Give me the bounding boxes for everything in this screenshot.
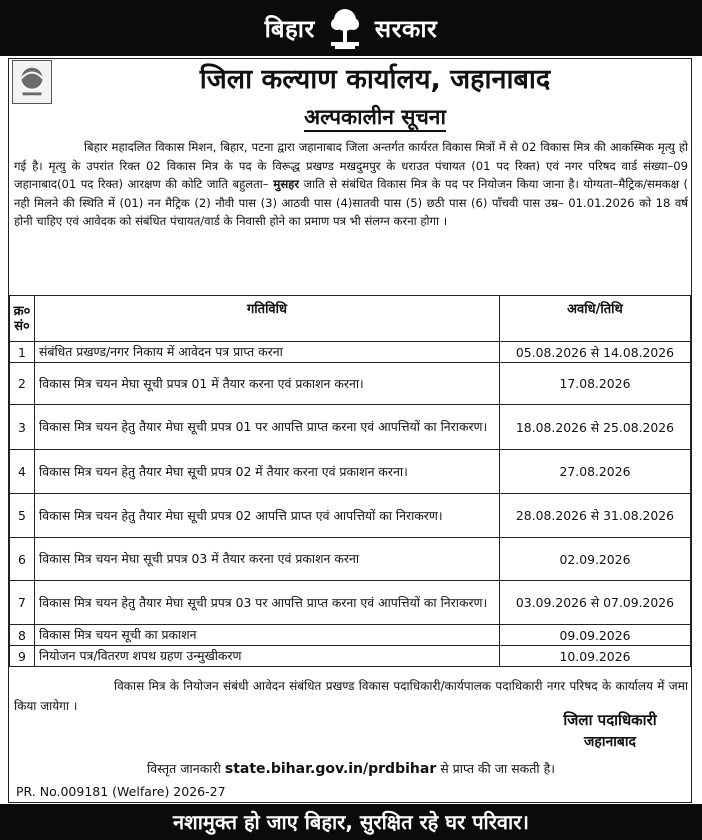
- slogan-bar: [0, 804, 702, 840]
- header-right-word: सरकार: [374, 14, 438, 43]
- table-row: [10, 625, 691, 646]
- signatory-designation: जिला पदाधिकारी: [563, 711, 657, 729]
- col-header-date: अवधि/तिथि: [500, 296, 691, 342]
- row-activity: विकास मित्र चयन हेतु तैयार मेघा सूची प्रपत्र 02 में तैयार करना एवं प्रकाशन करना।: [35, 450, 500, 494]
- row-activity: विकास मित्र चयन हेतु तैयार मेघा सूची प्रपत्र 03 पर आपत्ति प्राप्त करना एवं आपत्तियों का निराकरण।: [35, 581, 500, 625]
- signatory-place: जहानाबाद: [584, 734, 636, 750]
- col-header-serial: क्र० सं०: [10, 296, 35, 342]
- row-activity: नियोजन पत्र/वितरण शपथ ग्रहण उन्मुखीकरण: [35, 646, 500, 667]
- table-row: [10, 581, 691, 625]
- row-date: 27.08.2026: [500, 450, 691, 494]
- more-info-line: [0, 760, 702, 777]
- row-serial: 2: [10, 363, 35, 405]
- table-row: [10, 405, 691, 450]
- row-serial: 4: [10, 450, 35, 494]
- row-date: 09.09.2026: [500, 625, 691, 646]
- row-date: 02.09.2026: [500, 538, 691, 581]
- row-date: 10.09.2026: [500, 646, 691, 667]
- col-header-activity: गतिविधि: [35, 296, 500, 342]
- table-row: [10, 538, 691, 581]
- office-title: जिला कल्याण कार्यालय, जहानाबाद: [199, 64, 551, 95]
- row-date: 18.08.2026 से 25.08.2026: [500, 405, 691, 450]
- row-date: 17.08.2026: [500, 363, 691, 405]
- row-activity: विकास मित्र चयन मेघा सूची प्रपत्र 01 में तैयार करना एवं प्रकाशन करना।: [35, 363, 500, 405]
- table-row: [10, 450, 691, 494]
- row-activity: संबंधित प्रखण्ड/नगर निकाय में आवेदन पत्र प्राप्त करना: [35, 342, 500, 363]
- header-left-word: बिहार: [264, 14, 315, 43]
- table-header-row: [10, 296, 691, 342]
- intro-caste-name: मुसहर: [268, 177, 300, 192]
- intro-paragraph: [14, 138, 688, 231]
- row-date: 03.09.2026 से 07.09.2026: [500, 581, 691, 625]
- row-serial: 5: [10, 494, 35, 538]
- row-activity: विकास मित्र चयन हेतु तैयार मेघा सूची प्रपत्र 01 पर आपत्ति प्राप्त करना एवं आपत्तियों का निराकरण।: [35, 405, 500, 450]
- info-prefix: विस्तृत जानकारी: [146, 761, 225, 776]
- row-serial: 7: [10, 581, 35, 625]
- row-serial: 9: [10, 646, 35, 667]
- slogan-text: नशामुक्त हो जाए बिहार, सुरक्षित रहे घर परिवार।: [173, 810, 529, 834]
- row-serial: 1: [10, 342, 35, 363]
- row-activity: विकास मित्र चयन मेघा सूची प्रपत्र 03 में तैयार करना एवं प्रकाशन करना: [35, 538, 500, 581]
- row-serial: 6: [10, 538, 35, 581]
- bodhi-tree-emblem-icon: [325, 6, 365, 50]
- info-url: state.bihar.gov.in/prdbihar: [224, 761, 437, 777]
- govt-header-bar: [0, 0, 702, 56]
- intro-part-2: जाति से संबंधित विकास मित्र के पद पर नियोजन किया जाना है। योग्यता–मैट्रिक/समकक्ष ( नही मिलने की स्थिति में (01) नन मैट्रिक (2) नौवी पास (3) आठवी पास (4)सातवी पास (5) छठी पास (6) पाँचवी पास उम्र– 01.01.2026 को 18 वर्ष होनी चाहिए एवं आवेदक को संबंधित पंचायत/वार्ड के निवासी होने का प्रमाण पत्र भी संलग्न करना होगा ।: [14, 177, 688, 229]
- info-suffix: से प्राप्त की जा सकती है।: [436, 761, 555, 776]
- row-activity: विकास मित्र चयन सूची का प्रकाशन: [35, 625, 500, 646]
- row-activity: विकास मित्र चयन हेतु तैयार मेघा सूची प्रपत्र 02 आपत्ति प्राप्त एवं आपत्तियों का निराकरण।: [35, 494, 500, 538]
- notice-title: [60, 104, 690, 130]
- notice-title-text: अल्पकालीन सूचना: [304, 105, 446, 132]
- table-row: [10, 494, 691, 538]
- pr-number: PR. No.009181 (Welfare) 2026-27: [16, 784, 226, 799]
- row-serial: 3: [10, 405, 35, 450]
- intro-part-1: बिहार महादलित विकास मिशन, बिहार, पटना द्वारा जहानाबाद जिला अन्तर्गत कार्यरत विकास मित्रों में से 02 विकास मित्र की आकस्मिक मृत्यु हो गई है। मृत्यु के उपरांत रिक्त 02 विकास मित्र के पद के विरूद्ध प्रखण्ड मखदुमपुर के धराउत पंचायत (01 पद रिक्त) एवं नगर परिषद वार्ड संख्या–09 जहानाबाद(01 पद रिक्त) आरक्षण की कोटि जाति बहुलता–: [14, 140, 688, 192]
- row-serial: 8: [10, 625, 35, 646]
- row-date: 05.08.2026 से 14.08.2026: [500, 342, 691, 363]
- department-logo-icon: [12, 60, 52, 104]
- schedule-table: [9, 295, 691, 667]
- table-row: [10, 646, 691, 667]
- table-row: [10, 363, 691, 405]
- submission-note: विकास मित्र के नियोजन संबंधी आवेदन संबंधित प्रखण्ड विकास पदाधिकारी/कार्यपालक पदाधिकारी नगर परिषद के कार्यालय में जमा किया जायेगा ।: [14, 679, 688, 713]
- row-date: 28.08.2026 से 31.08.2026: [500, 494, 691, 538]
- table-row: [10, 342, 691, 363]
